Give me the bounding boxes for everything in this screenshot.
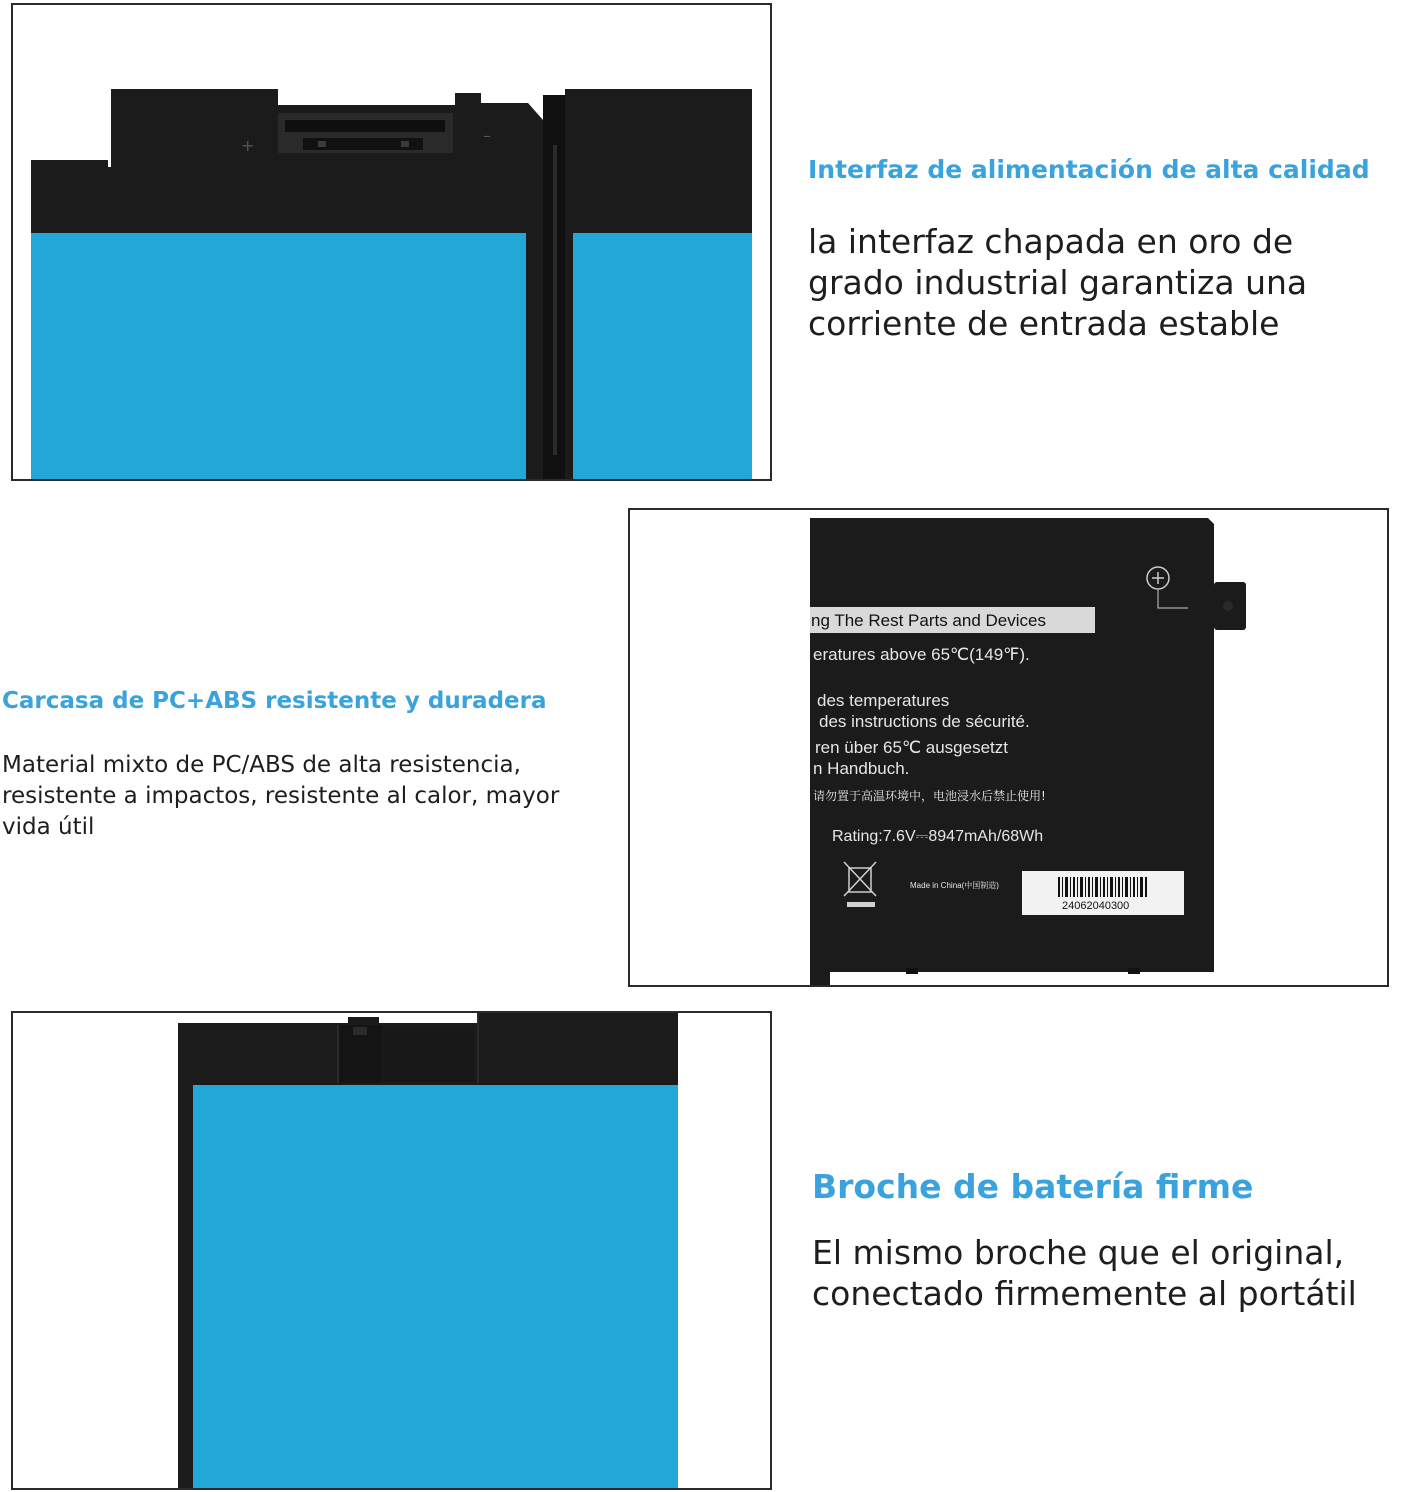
section-2-body: Material mixto de PC/ABS de alta resistencia, resistente a impactos, resistente al calor, mayor vida útil [2,752,560,840]
battery-label-photo-frame [628,508,1389,987]
section-2-heading: Carcasa de PC+ABS resistente y duradera [2,688,547,714]
label-rating: Rating:7.6V⎓8947mAh/68Wh [832,828,1044,845]
label-line: des temperatures [817,691,950,710]
battery-label-photo [630,510,1387,985]
battery-connector-photo [13,5,770,479]
section-1-body: la interfaz chapada en oro de grado industrial garantiza una corriente de entrada estable [808,222,1308,343]
svg-text:+: + [241,136,255,155]
battery-clip-photo [13,1013,770,1488]
section-3-body: El mismo broche que el original, conectado firmemente al portátil [812,1233,1357,1313]
label-line: eratures above 65℃(149℉). [813,645,1030,664]
barcode-number: 24062040300 [1062,900,1130,912]
label-line: 请勿置于高温环境中，电池浸水后禁止使用! [813,789,1046,803]
label-line: ren über 65℃ ausgesetzt [815,738,1008,757]
battery-clip-photo-frame [11,1011,772,1490]
svg-text:–: – [483,126,491,145]
section-1-heading: Interfaz de alimentación de alta calidad [808,155,1370,184]
section-3-heading: Broche de batería firme [812,1167,1254,1206]
label-line: n Handbuch. [813,759,910,778]
label-warning-line: ng The Rest Parts and Devices [811,611,1046,630]
label-line: des instructions de sécurité. [819,712,1030,731]
connector-photo-frame [11,3,772,481]
label-origin: Made in China(中国制造) [910,881,999,890]
